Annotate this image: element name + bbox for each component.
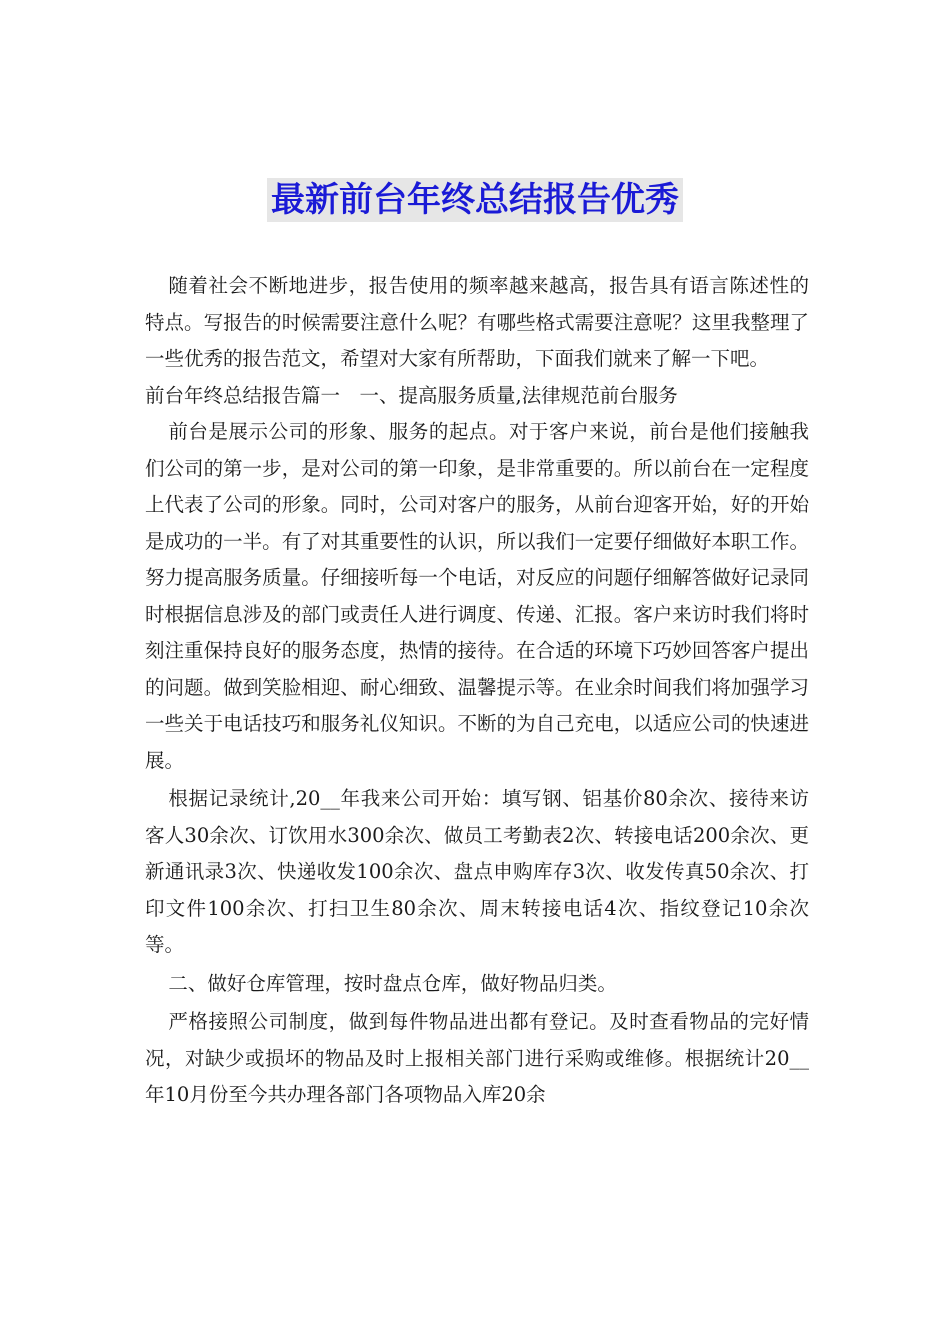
intro-paragraph: 随着社会不断地进步，报告使用的频率越来越高，报告具有语言陈述性的特点。写报告的时候需要注意什么呢？有哪些格式需要注意呢？这里我整理了一些优秀的报告范文，希望对大家有所帮助，下面我们就来了解一下吧。 — [145, 274, 809, 370]
document-title: 最新前台年终总结报告优秀 — [267, 178, 683, 222]
title-container — [0, 178, 950, 222]
document-body — [145, 268, 809, 1114]
body-paragraph-statistics: 根据记录统计,20__年我来公司开始：填写钢、铝基价80余次、接待来访客人30余次、订饮用水300余次、做员工考勤表2次、转接电话200余次、更新通讯录3次、快递收发100余次、盘点申购库存3次、收发传真50余次、打印文件100余次、打扫卫生80余次、周末转接电话4次、指纹登记10余次等。 — [145, 787, 809, 956]
body-paragraph-warehouse: 严格接照公司制度，做到每件物品进出都有登记。及时查看物品的完好情况，对缺少或损坏的物品及时上报相关部门进行采购或维修。根据统计20__年10月份至今共办理各部门各项物品入库20余 — [145, 1010, 809, 1106]
section-heading-1: 前台年终总结报告篇一 一、提高服务质量,法律规范前台服务 — [145, 383, 678, 407]
section-heading-2: 二、做好仓库管理，按时盘点仓库，做好物品归类。 — [168, 971, 617, 995]
body-paragraph-reception: 前台是展示公司的形象、服务的起点。对于客户来说，前台是他们接触我们公司的第一步，是对公司的第一印象，是非常重要的。所以前台在一定程度上代表了公司的形象。同时，公司对客户的服务，从前台迎客开始，好的开始是成功的一半。有了对其重要性的认识，所以我们一定要仔细做好本职工作。努力提高服务质量。仔细接听每一个电话，对反应的问题仔细解答做好记录同时根据信息涉及的部门或责任人进行调度、传递、汇报。客户来访时我们将时刻注重保持良好的服务态度，热情的接待。在合适的环境下巧妙回答客户提出的问题。做到笑脸相迎、耐心细致、温馨提示等。在业余时间我们将加强学习一些关于电话技巧和服务礼仪知识。不断的为自己充电，以适应公司的快速进展。 — [145, 420, 809, 772]
